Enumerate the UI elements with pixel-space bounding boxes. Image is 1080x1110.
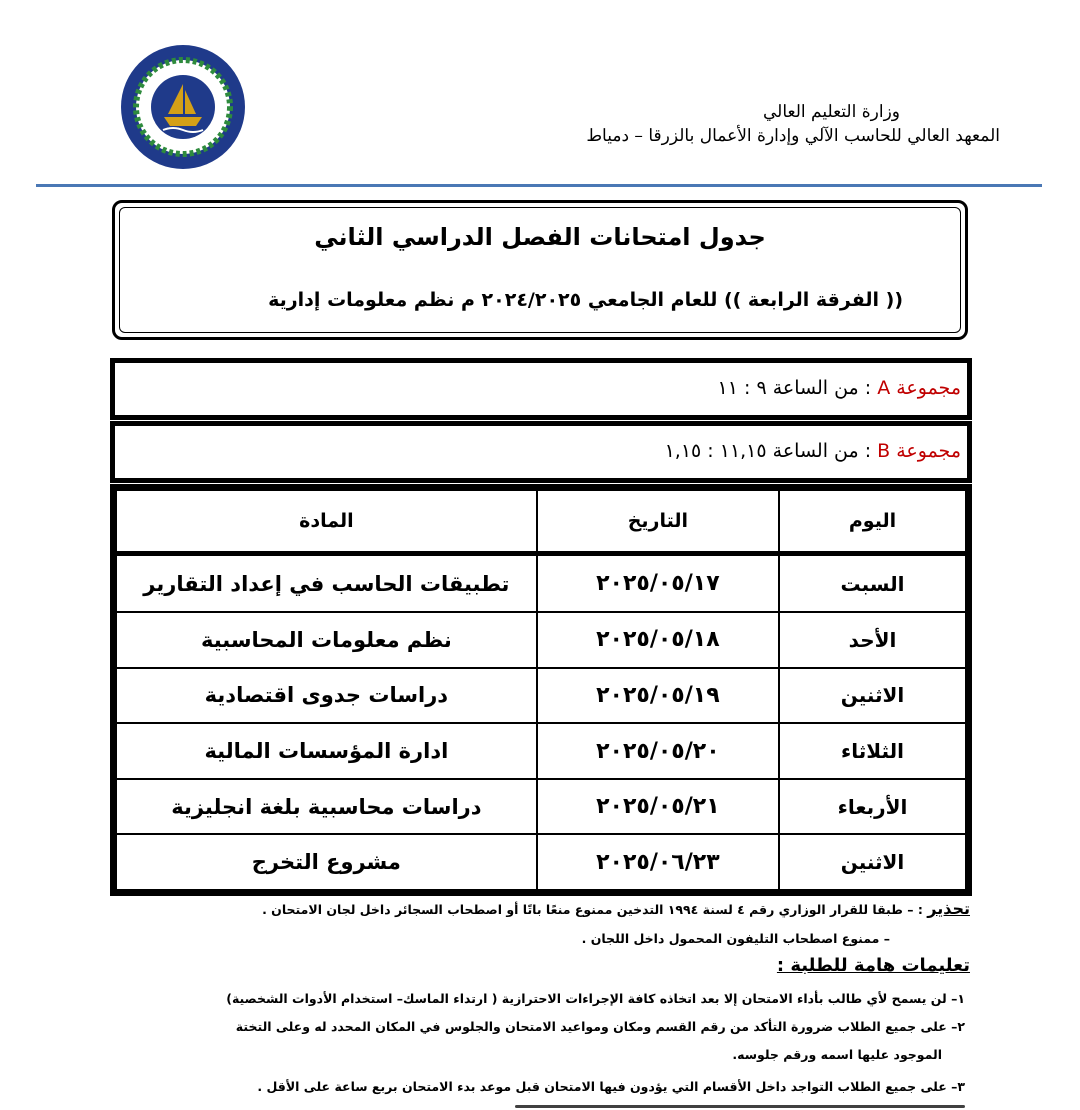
table-row xyxy=(116,723,966,779)
row-subject: دراسات جدوى اقتصادية xyxy=(116,668,537,724)
institute-name: المعهد العالي للحاسب الآلي وإدارة الأعمال بالزرقا – دمياط xyxy=(586,126,1000,146)
logo-ship-hull-icon xyxy=(164,117,202,126)
header-day: اليوم xyxy=(779,490,966,554)
instruction-item: ٣– على جميع الطلاب التواجد داخل الأقسام التي يؤدون فيها الامتحان قبل موعد بدء الامتحان بربع ساعة على الأقل . xyxy=(257,1079,965,1094)
instructions-heading: تعليمات هامة للطلبة : xyxy=(776,955,970,976)
row-day: السبت xyxy=(779,554,966,613)
header-date: التاريخ xyxy=(537,490,779,554)
row-subject: ادارة المؤسسات المالية xyxy=(116,723,537,779)
row-subject: دراسات محاسبية بلغة انجليزية xyxy=(116,779,537,835)
instruction-item: ٢– على جميع الطلاب ضرورة التأكد من رقم القسم ومكان ومواعيد الامتحان والجلوس في المكان المحدد له وعلى التختة xyxy=(235,1019,965,1034)
header-divider xyxy=(36,184,1042,187)
row-date: ٢٠٢٥/٠٥/٢١ xyxy=(537,779,779,835)
group-b-label: مجموعة B xyxy=(877,440,961,462)
table-header-row xyxy=(116,490,966,554)
table-row xyxy=(116,554,966,613)
table-row xyxy=(116,779,966,835)
table-row xyxy=(116,612,966,668)
row-day: الثلاثاء xyxy=(779,723,966,779)
page-title: جدول امتحانات الفصل الدراسي الثاني xyxy=(314,223,766,251)
table-row xyxy=(116,834,966,890)
row-day: الاثنين xyxy=(779,668,966,724)
instruction-item: ١– لن يسمح لأي طالب بأداء الامتحان إلا بعد اتخاذه كافة الإجراءات الاحترازية ( ارتداء الماسك– استخدام الأدوات الشخصية) xyxy=(226,991,965,1006)
group-b-box xyxy=(110,421,972,483)
row-subject: تطبيقات الحاسب في إعداد التقارير xyxy=(116,554,537,613)
institute-logo xyxy=(108,42,258,172)
group-a-box xyxy=(110,358,972,420)
row-day: الأربعاء xyxy=(779,779,966,835)
warning-line-1 xyxy=(262,899,970,918)
row-date: ٢٠٢٥/٠٥/١٩ xyxy=(537,668,779,724)
warning-label: تحذير xyxy=(927,899,970,918)
row-day: الأحد xyxy=(779,612,966,668)
group-b-time: : من الساعة ١١,١٥ : ١,١٥ xyxy=(664,440,878,462)
instruction-item-continued: الموجود عليها اسمه ورقم جلوسه. xyxy=(732,1047,942,1062)
title-box xyxy=(112,200,968,340)
page-subtitle: (( الفرقة الرابعة )) للعام الجامعي ٢٠٢٤/٢٠٢٥ م نظم معلومات إدارية xyxy=(268,289,903,311)
row-date: ٢٠٢٥/٠٥/٢٠ xyxy=(537,723,779,779)
row-subject: نظم معلومات المحاسبية xyxy=(116,612,537,668)
exam-schedule-table xyxy=(110,484,972,896)
row-subject: مشروع التخرج xyxy=(116,834,537,890)
cropped-text-line xyxy=(515,1103,965,1110)
warning-line-2: – ممنوع اصطحاب التليفون المحمول داخل اللجان . xyxy=(581,931,890,946)
group-a-label: مجموعة A xyxy=(877,377,961,399)
group-a-time: : من الساعة ٩ : ١١ xyxy=(717,377,878,399)
warning-text-1: : – طبقا للقرار الوزاري رقم ٤ لسنة ١٩٩٤ التدخين ممنوع منعًا باتًا أو اصطحاب السجائر داخل لجان الامتحان . xyxy=(262,902,928,917)
row-date: ٢٠٢٥/٠٥/١٨ xyxy=(537,612,779,668)
ministry-name: وزارة التعليم العالي xyxy=(762,102,900,122)
row-date: ٢٠٢٥/٠٥/١٧ xyxy=(537,554,779,613)
row-day: الاثنين xyxy=(779,834,966,890)
table-row xyxy=(116,668,966,724)
row-date: ٢٠٢٥/٠٦/٢٣ xyxy=(537,834,779,890)
header-subject: المادة xyxy=(116,490,537,554)
